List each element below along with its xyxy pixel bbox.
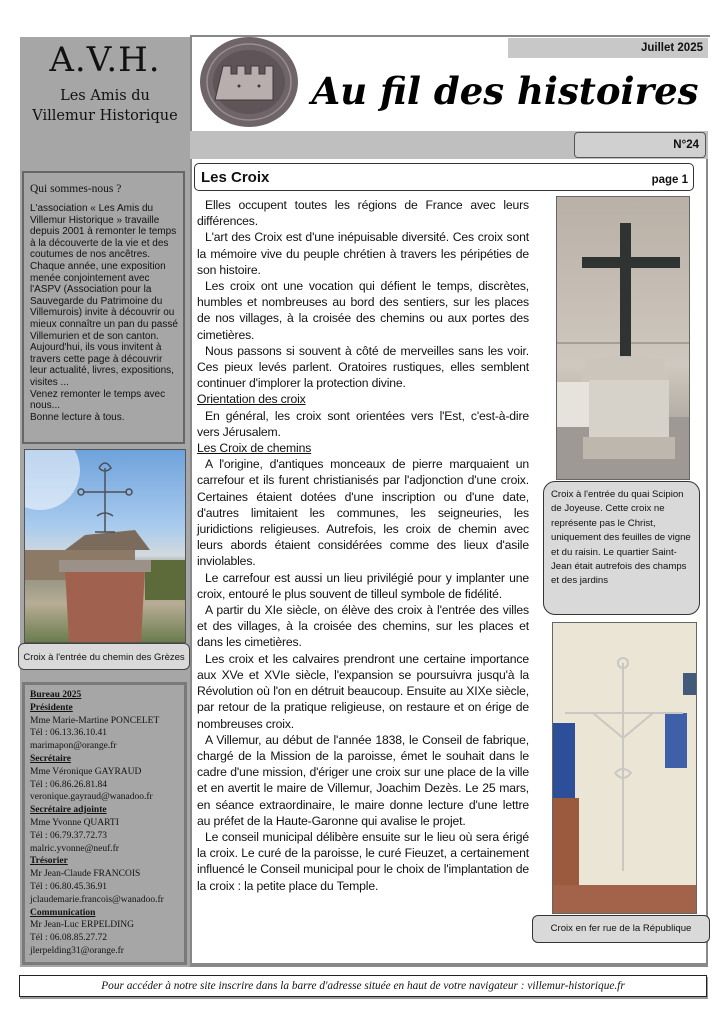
article-paragraph: Nous passons si souvent à côté de merveilles sans les voir. Ces pieux levés parlent. Oratoires rustiques, elles semblent continuer d'implorer la protection divine.: [197, 343, 529, 391]
about-paragraph: Aujourd'hui, ils vous invitent à travers cette page à découvrir leur actualité, livres, expositions, visites ...: [30, 342, 174, 388]
tower-coin-icon: [199, 36, 300, 129]
member-phone: Tél : 06.80.45.36.91: [30, 881, 108, 892]
about-body: [30, 203, 178, 423]
brand-acronym: A.V.H.: [49, 40, 161, 80]
about-paragraph: Bonne lecture à tous.: [30, 411, 125, 423]
issue-number: N°24: [574, 132, 706, 158]
about-paragraph: Chaque année, une exposition menée conjointement avec l'ASPV (Association pour la Sauvegarde du Patrimoine du Villemurois) invite à découvrir ou mieux connaître un pan du passé Villemurien et de son canton.: [30, 260, 178, 342]
newsletter-title: Au fil des histoires: [311, 69, 699, 113]
member-phone: Tél : 06.79.37.72.73: [30, 830, 108, 841]
bureau-member: [30, 804, 179, 855]
article-paragraph: Le carrefour est aussi un lieu privilégié pour y implanter une croix, entouré le plus souvent de tilleul symbole de fidélité.: [197, 570, 529, 601]
bureau-member: [30, 907, 179, 958]
member-name: Mr Jean-Claude FRANCOIS: [30, 869, 141, 880]
article-paragraph: A Villemur, au début de l'année 1838, le Conseil de fabrique, chargé de la Mission de la paroisse, émet le souhait dans le cadre d'une mission, d'ériger une croix sur une place de la ville et en avertit le maire de Villemur, Joachim Dezès. Le 25 mars, en séance extraordinaire, le maire donne lecture d'une lettre au préfet de la Haute-Garonne qui avalise le projet.: [197, 732, 529, 828]
article-body: [197, 197, 529, 894]
about-paragraph: L'association « Les Amis du Villemur Historique » travaille depuis 2001 à remonter le temps à la découverte de la vie et des coutumes de nos ancêtres.: [30, 203, 177, 261]
photo-cross-rue-republique: [552, 622, 697, 914]
member-email[interactable]: jclaudemarie.francois@wanadoo.fr: [30, 894, 164, 905]
bureau-member: [30, 855, 179, 906]
page-number: page 1: [651, 174, 688, 186]
bureau-title: Bureau 2025: [30, 690, 82, 700]
article-paragraph: A partir du XIe siècle, on élève des croix à l'entrée des villes et des villages, à la croisée des chemins, sur les places et dans les cimetières.: [197, 603, 529, 650]
article-subheading: Les Croix de chemins: [197, 441, 312, 456]
member-email[interactable]: veronique.gayraud@wanadoo.fr: [30, 792, 153, 803]
about-paragraph: Venez remonter le temps avec nous...: [30, 388, 166, 412]
article-paragraph: L'art des Croix est d'une inépuisable diversité. Ces croix sont la mémoire vive du peuple chrétien à travers les péripéties de son histoire.: [197, 230, 529, 277]
member-role: Présidente: [30, 702, 73, 713]
coin-logo: [199, 36, 300, 129]
issue-date: Juillet 2025: [640, 42, 703, 54]
bureau-panel: [22, 682, 187, 965]
member-phone: Tél : 06.86.26.81.84: [30, 779, 108, 790]
member-role: Secrétaire adjointe: [30, 805, 107, 816]
bureau-member: [30, 753, 179, 804]
iron-wall-cross-photo-icon: [553, 623, 696, 913]
about-panel: [22, 171, 185, 444]
member-name: Mme Véronique GAYRAUD: [30, 766, 142, 777]
brand-name-line2: Villemur Historique: [32, 108, 178, 124]
member-phone: Tél : 06.08.85.27.72: [30, 933, 108, 944]
article-subheading: Orientation des croix: [197, 392, 306, 407]
footer-website-note: Pour accéder à notre site inscrire dans la barre d'adresse située en haut de votre navigateur : villemur-historique.fr: [19, 975, 707, 997]
photo-cross-quai-scipion: [556, 196, 690, 480]
member-email[interactable]: marimapon@orange.fr: [30, 741, 117, 752]
caption-right-bottom-photo: Croix en fer rue de la République: [532, 915, 710, 943]
about-title: Qui sommes-nous ?: [30, 183, 122, 195]
member-email[interactable]: jlerpelding31@orange.fr: [30, 945, 124, 956]
photo-cross-chemin-des-grezes: [24, 449, 186, 643]
member-role: Trésorier: [30, 856, 68, 867]
brand-name-line1: Les Amis du: [60, 88, 150, 104]
member-role: Communication: [30, 907, 96, 918]
article-paragraph: En général, les croix sont orientées vers l'Est, c'est-à-dire vers Jérusalem.: [197, 408, 529, 439]
member-name: Mme Yvonne QUARTI: [30, 817, 119, 828]
article-paragraph: Le conseil municipal délibère ensuite sur le lieu où sera érigé la croix. Le curé de la paroisse, le curé Fieuzet, a certainement influencé le Conseil municipal pour le choix de l'implantation de la croix : la petite place du Temple.: [197, 829, 529, 893]
brand-name: [20, 86, 190, 126]
article-paragraph: A l'origine, d'antiques monceaux de pierre marquaient un carrefour et ils furent christianisés par l'adjonction d'une croix. Certaines étaient dotées d'une inscription ou d'une date, d'autres limitaient les communes, les seigneuries, les juridictions religieuses. Autrefois, les croix de chemin avec leurs abords étaient considérées comme des lieux d'asile inviolables.: [197, 457, 529, 569]
caption-left-photo: Croix à l'entrée du chemin des Grèzes: [18, 643, 190, 670]
article-paragraph: Elles occupent toutes les régions de France avec leurs différences.: [197, 198, 529, 229]
member-email[interactable]: malric.yvonne@neuf.fr: [30, 843, 119, 854]
member-name: Mr Jean-Luc ERPELDING: [30, 920, 134, 931]
wrought-iron-cross-photo-icon: [25, 450, 185, 642]
section-title: Les Croix: [201, 169, 270, 186]
article-paragraph: Les croix ont une vocation qui défient le temps, discrètes, humbles et nombreuses au bord des sentiers, sur les places de nos villages, à la croisée des chemins ou aux portes des cimetières.: [197, 279, 529, 342]
caption-right-top-photo: Croix à l'entrée du quai Scipion de Joyeuse. Cette croix ne représente pas le Christ, uniquement des feuilles de vigne et du raisin. Le quartier Saint-Jean était autrefois des champs et des jardins: [543, 481, 700, 615]
article-paragraph: Les croix et les calvaires prendront une certaine importance aux XVe et XVIe siècle, l'expansion se poursuivra jusqu'à la Révolution où l'on en détruit beaucoup. Ensuite au XIXe siècle, par retour de la pratique religieuse, on restaure et on érige de nombreuses croix.: [197, 651, 529, 731]
member-phone: Tél : 06.13.36.10.41: [30, 728, 108, 739]
bureau-member: [30, 702, 179, 753]
member-role: Secrétaire: [30, 753, 71, 764]
member-name: Mme Marie-Martine PONCELET: [30, 715, 160, 726]
stone-cross-photo-icon: [557, 197, 689, 479]
